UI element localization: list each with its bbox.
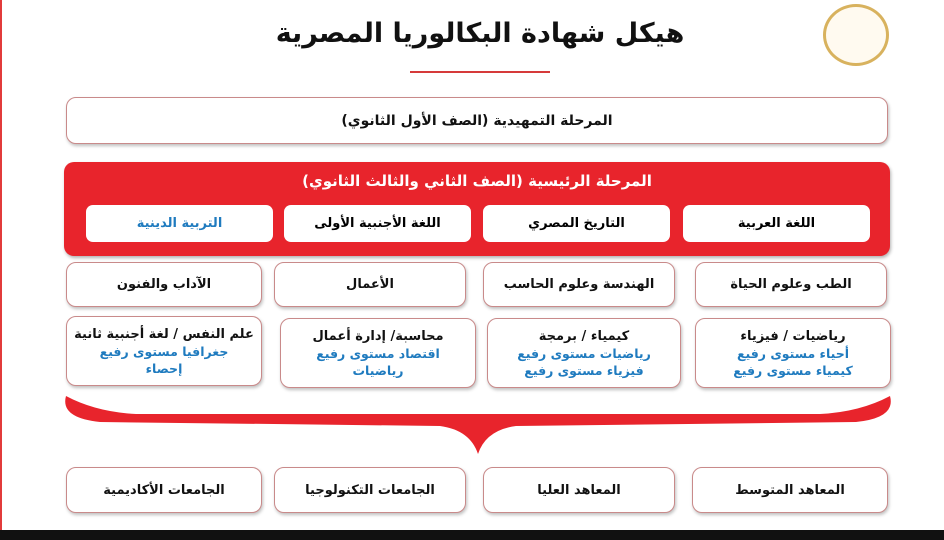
main-subjects: رياضيات / فيزياء xyxy=(740,328,846,344)
track-box: الأعمال xyxy=(274,262,466,307)
core-subject: اللغة العربية xyxy=(683,205,870,242)
elective: فيزياء مستوى رفيع xyxy=(524,362,644,378)
destination-box: المعاهد المتوسط xyxy=(692,467,888,513)
elective: إحصاء xyxy=(145,360,183,376)
destination-box: الجامعات التكنولوجيا xyxy=(274,467,466,513)
track-box: الطب وعلوم الحياة xyxy=(695,262,887,307)
main-stage-title: المرحلة الرئيسية (الصف الثاني والثالث الثانوي) xyxy=(302,172,652,190)
elective: رياضيات مستوى رفيع xyxy=(517,345,651,361)
elective: جغرافيا مستوى رفيع xyxy=(99,343,229,359)
main-subjects: علم النفس / لغة أجنبية ثانية xyxy=(74,326,254,342)
merge-arrow-icon xyxy=(60,390,896,458)
ministry-seal-icon xyxy=(823,4,889,66)
core-subject: اللغة الأجنبية الأولى xyxy=(284,205,471,242)
subjects-box xyxy=(280,318,476,388)
subjects-box xyxy=(487,318,681,388)
track-box: الآداب والفنون xyxy=(66,262,262,307)
core-subject: التربية الدينية xyxy=(86,205,273,242)
destination-box: المعاهد العليا xyxy=(483,467,675,513)
bottom-bar xyxy=(0,530,944,540)
track-box: الهندسة وعلوم الحاسب xyxy=(483,262,675,307)
prep-stage-box: المرحلة التمهيدية (الصف الأول الثانوي) xyxy=(66,97,888,144)
elective: كيمياء مستوى رفيع xyxy=(733,362,853,378)
core-subject: التاريخ المصري xyxy=(483,205,670,242)
subjects-box xyxy=(695,318,891,388)
elective: رياضيات xyxy=(352,362,404,378)
subjects-box xyxy=(66,316,262,386)
elective: أحياء مستوى رفيع xyxy=(736,345,850,361)
title-underline xyxy=(410,71,550,73)
main-subjects: كيمياء / برمجة xyxy=(538,328,630,344)
destination-box: الجامعات الأكاديمية xyxy=(66,467,262,513)
page-title: هيكل شهادة البكالوريا المصرية xyxy=(275,18,685,49)
frame-line xyxy=(0,0,2,530)
elective: اقتصاد مستوى رفيع xyxy=(316,345,440,361)
main-subjects: محاسبة/ إدارة أعمال xyxy=(312,328,444,344)
